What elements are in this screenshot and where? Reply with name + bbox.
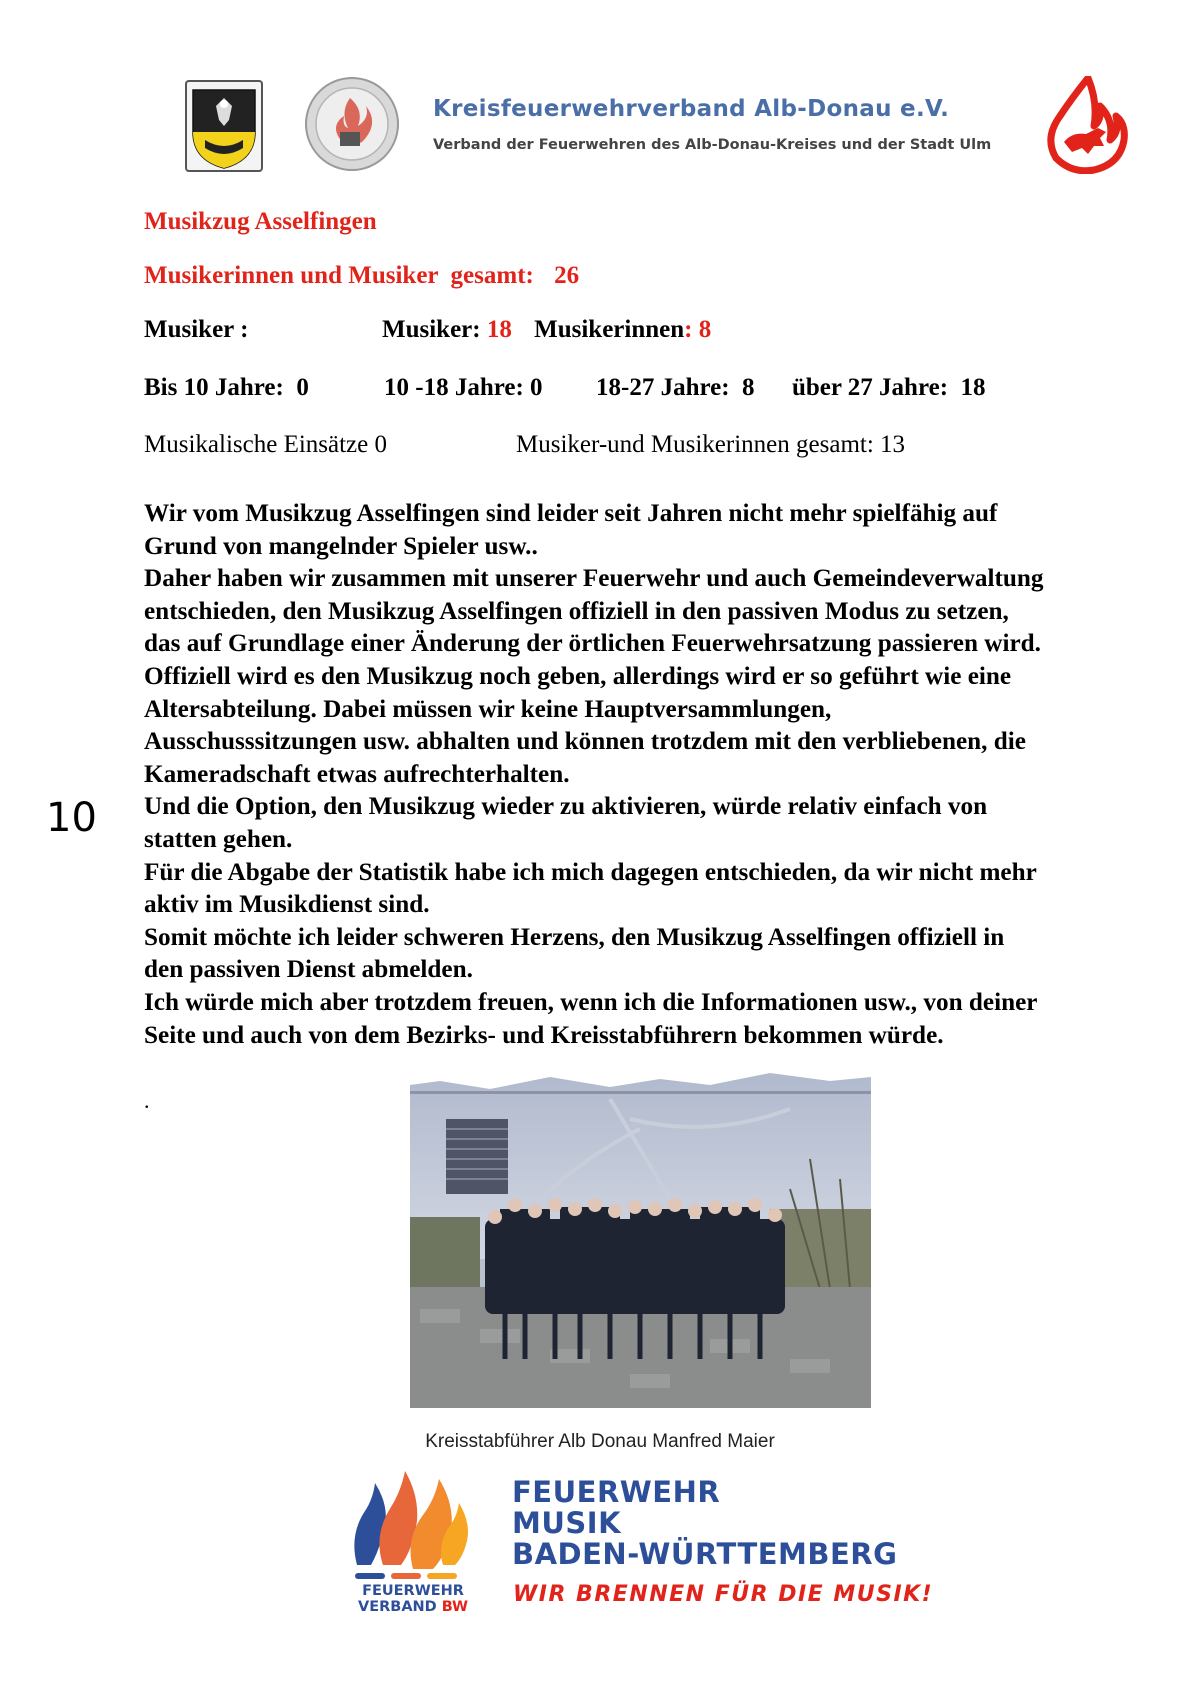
body-line: Für die Abgabe der Statistik habe ich mich dagegen entschieden, da wir nicht mehr — [144, 858, 1037, 886]
photo-caption: Kreisstabführer Alb Donau Manfred Maier — [425, 1431, 775, 1452]
footer-title-line: FEUERWEHR — [512, 1475, 721, 1509]
age-group-c: 18-27 Jahre: 8 — [596, 374, 755, 401]
verband-line2 — [343, 1599, 483, 1615]
body-line: entschieden, den Musikzug Asselfingen offiziell in den passiven Modus zu setzen, — [144, 597, 1009, 625]
footer-verband-label — [343, 1583, 483, 1615]
verband-word: VERBAND — [357, 1599, 442, 1615]
body-line: Ich würde mich aber trotzdem freuen, wenn ich die Informationen usw., von deiner — [144, 988, 1038, 1016]
letter-body — [144, 498, 1174, 1052]
age-group-d: über 27 Jahre: 18 — [792, 374, 986, 401]
body-line: Daher haben wir zusammen mit unserer Feuerwehr und auch Gemeindeverwaltung — [144, 565, 1044, 593]
body-line: Grund von mangelnder Spieler usw.. — [144, 532, 538, 560]
male-label: Musiker: — [382, 316, 481, 343]
alb-donau-crest-logo — [185, 80, 263, 172]
total-value: 26 — [554, 262, 580, 289]
footer-title-line: BADEN-WÜRTTEMBERG — [512, 1537, 898, 1571]
header-title: Kreisfeuerwehrverband Alb-Donau e.V. — [433, 96, 950, 122]
body-line: aktiv im Musikdienst sind. — [144, 891, 430, 919]
einsaetze-text: Musikalische Einsätze 0 — [144, 431, 387, 458]
footer-title — [512, 1477, 897, 1570]
body-line: den passiven Dienst abmelden. — [144, 956, 473, 984]
body-line: Offiziell wird es den Musikzug noch geben, allerdings wird er so geführt wie eine — [144, 662, 1012, 690]
total-label: Musikerinnen und Musiker gesamt: — [144, 262, 534, 289]
group-photo — [410, 1059, 871, 1408]
body-line: Ausschusssitzungen usw. abhalten und können trotzdem mit den verbliebenen, die — [144, 728, 1026, 756]
age-group-b: 10 -18 Jahre: 0 — [384, 374, 543, 401]
section-heading: Musikzug Asselfingen — [144, 208, 377, 235]
kreisfeuerwehrverband-seal-logo — [302, 76, 402, 172]
header-subtitle: Verband der Feuerwehren des Alb-Donau-Kreises und der Stadt Ulm — [433, 137, 992, 153]
total-musicians-row — [144, 262, 579, 290]
body-line: Somit möchte ich leider schweren Herzens, den Musikzug Asselfingen offiziell in — [144, 923, 1005, 951]
male-value: 18 — [486, 316, 512, 343]
female-sep: : — [684, 316, 693, 343]
verband-bw: BW — [441, 1599, 469, 1615]
body-line: Seite und auch von dem Bezirks- und Kreisstabführern bekommen würde. — [144, 1021, 944, 1049]
footer-title-line: MUSIK — [512, 1506, 622, 1540]
body-line: Altersabteilung. Dabei müssen wir keine Hauptversammlungen, — [144, 695, 832, 723]
footer-slogan: WIR BRENNEN FÜR DIE MUSIK! — [513, 1582, 934, 1607]
gender-row — [382, 316, 711, 344]
gender-label: Musiker : — [144, 316, 249, 343]
female-label: Musikerinnen — [534, 316, 685, 343]
body-line: statten gehen. — [144, 825, 293, 853]
flame-lion-logo — [1042, 76, 1128, 174]
stray-dot: . — [144, 1088, 150, 1113]
body-line: das auf Grundlage einer Änderung der örtlichen Feuerwehrsatzung passieren wird. — [144, 630, 1041, 658]
female-value: 8 — [698, 316, 712, 343]
body-line: Kameradschaft etwas aufrechterhalten. — [144, 760, 570, 788]
age-group-a: Bis 10 Jahre: 0 — [144, 374, 309, 401]
body-line: Und die Option, den Musikzug wieder zu aktivieren, würde relativ einfach von — [144, 793, 988, 821]
musician-total-text: Musiker-und Musikerinnen gesamt: 13 — [516, 431, 906, 458]
page-number: 10 — [46, 795, 97, 841]
body-line: Wir vom Musikzug Asselfingen sind leider seit Jahren nicht mehr spielfähig auf — [144, 500, 998, 527]
verband-line1: FEUERWEHR — [362, 1583, 464, 1599]
